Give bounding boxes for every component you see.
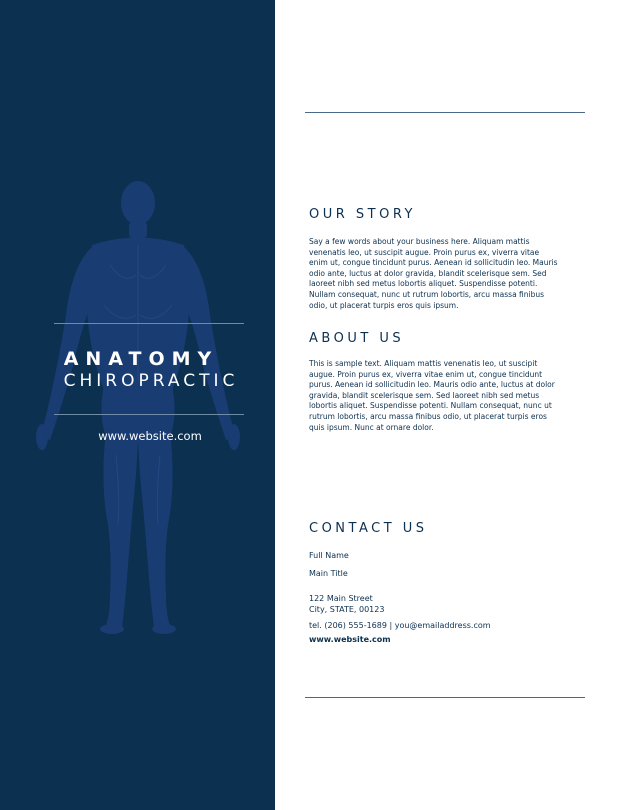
contact-full-name: Full Name [309,551,349,560]
brand-divider-bottom [54,414,244,415]
contact-phone-email: tel. (206) 555-1689 | you@emailaddress.com [309,621,491,630]
contact-street: 122 Main Street [309,594,373,603]
our-story-body: Say a few words about your business here. Aliquam mattis venenatis leo, ut suscipit augue. Proin purus ex, viverra vitae enim ut, congue tincidunt purus. Aenean id sollicitudin leo. Mauris odio ante, luctus at dolor gravida, blandit scelerisque sem. Sed laoreet nibh sed metus lobortis aliquet. Suspendisse potenti. Nullam consequat, nunc ut rutrum lobortis, arcu massa finibus odio, ut placerat turpis eros quis ipsum. [309,237,558,310]
about-us-body: This is sample text. Aliquam mattis venenatis leo, ut suscipit augue. Proin purus ex, viverra vitae enim ut, congue tincidunt purus. Aenean id sollicitudin leo. Mauris odio ante, luctus at dolor gravida, blandit scelerisque sem. Sed laoreet nibh sed metus lobortis aliquet. Suspendisse potenti. Nullam consequat, nunc ut rutrum lobortis, arcu massa finibus odio, ut placerat turpis eros quis ipsum. Nunc at ornare dolor. [309,359,555,432]
our-story-title: OUR STORY [309,207,416,222]
contact-city: City, STATE, 00123 [309,605,385,614]
brand-name: ANATOMY [63,348,219,370]
about-us-title: ABOUT US [309,331,405,346]
brand-divider-top [54,323,244,324]
content-divider-top [305,112,585,113]
brand-subtitle: CHIROPRACTIC [63,371,239,391]
brand-panel [0,0,275,810]
contact-main-title: Main Title [309,569,348,578]
anatomy-figure-illustration [20,175,255,635]
contact-us-title: CONTACT US [309,521,428,536]
brand-website: www.website.com [98,429,202,443]
contact-website: www.website.com [309,635,391,644]
content-divider-bottom [305,697,585,698]
